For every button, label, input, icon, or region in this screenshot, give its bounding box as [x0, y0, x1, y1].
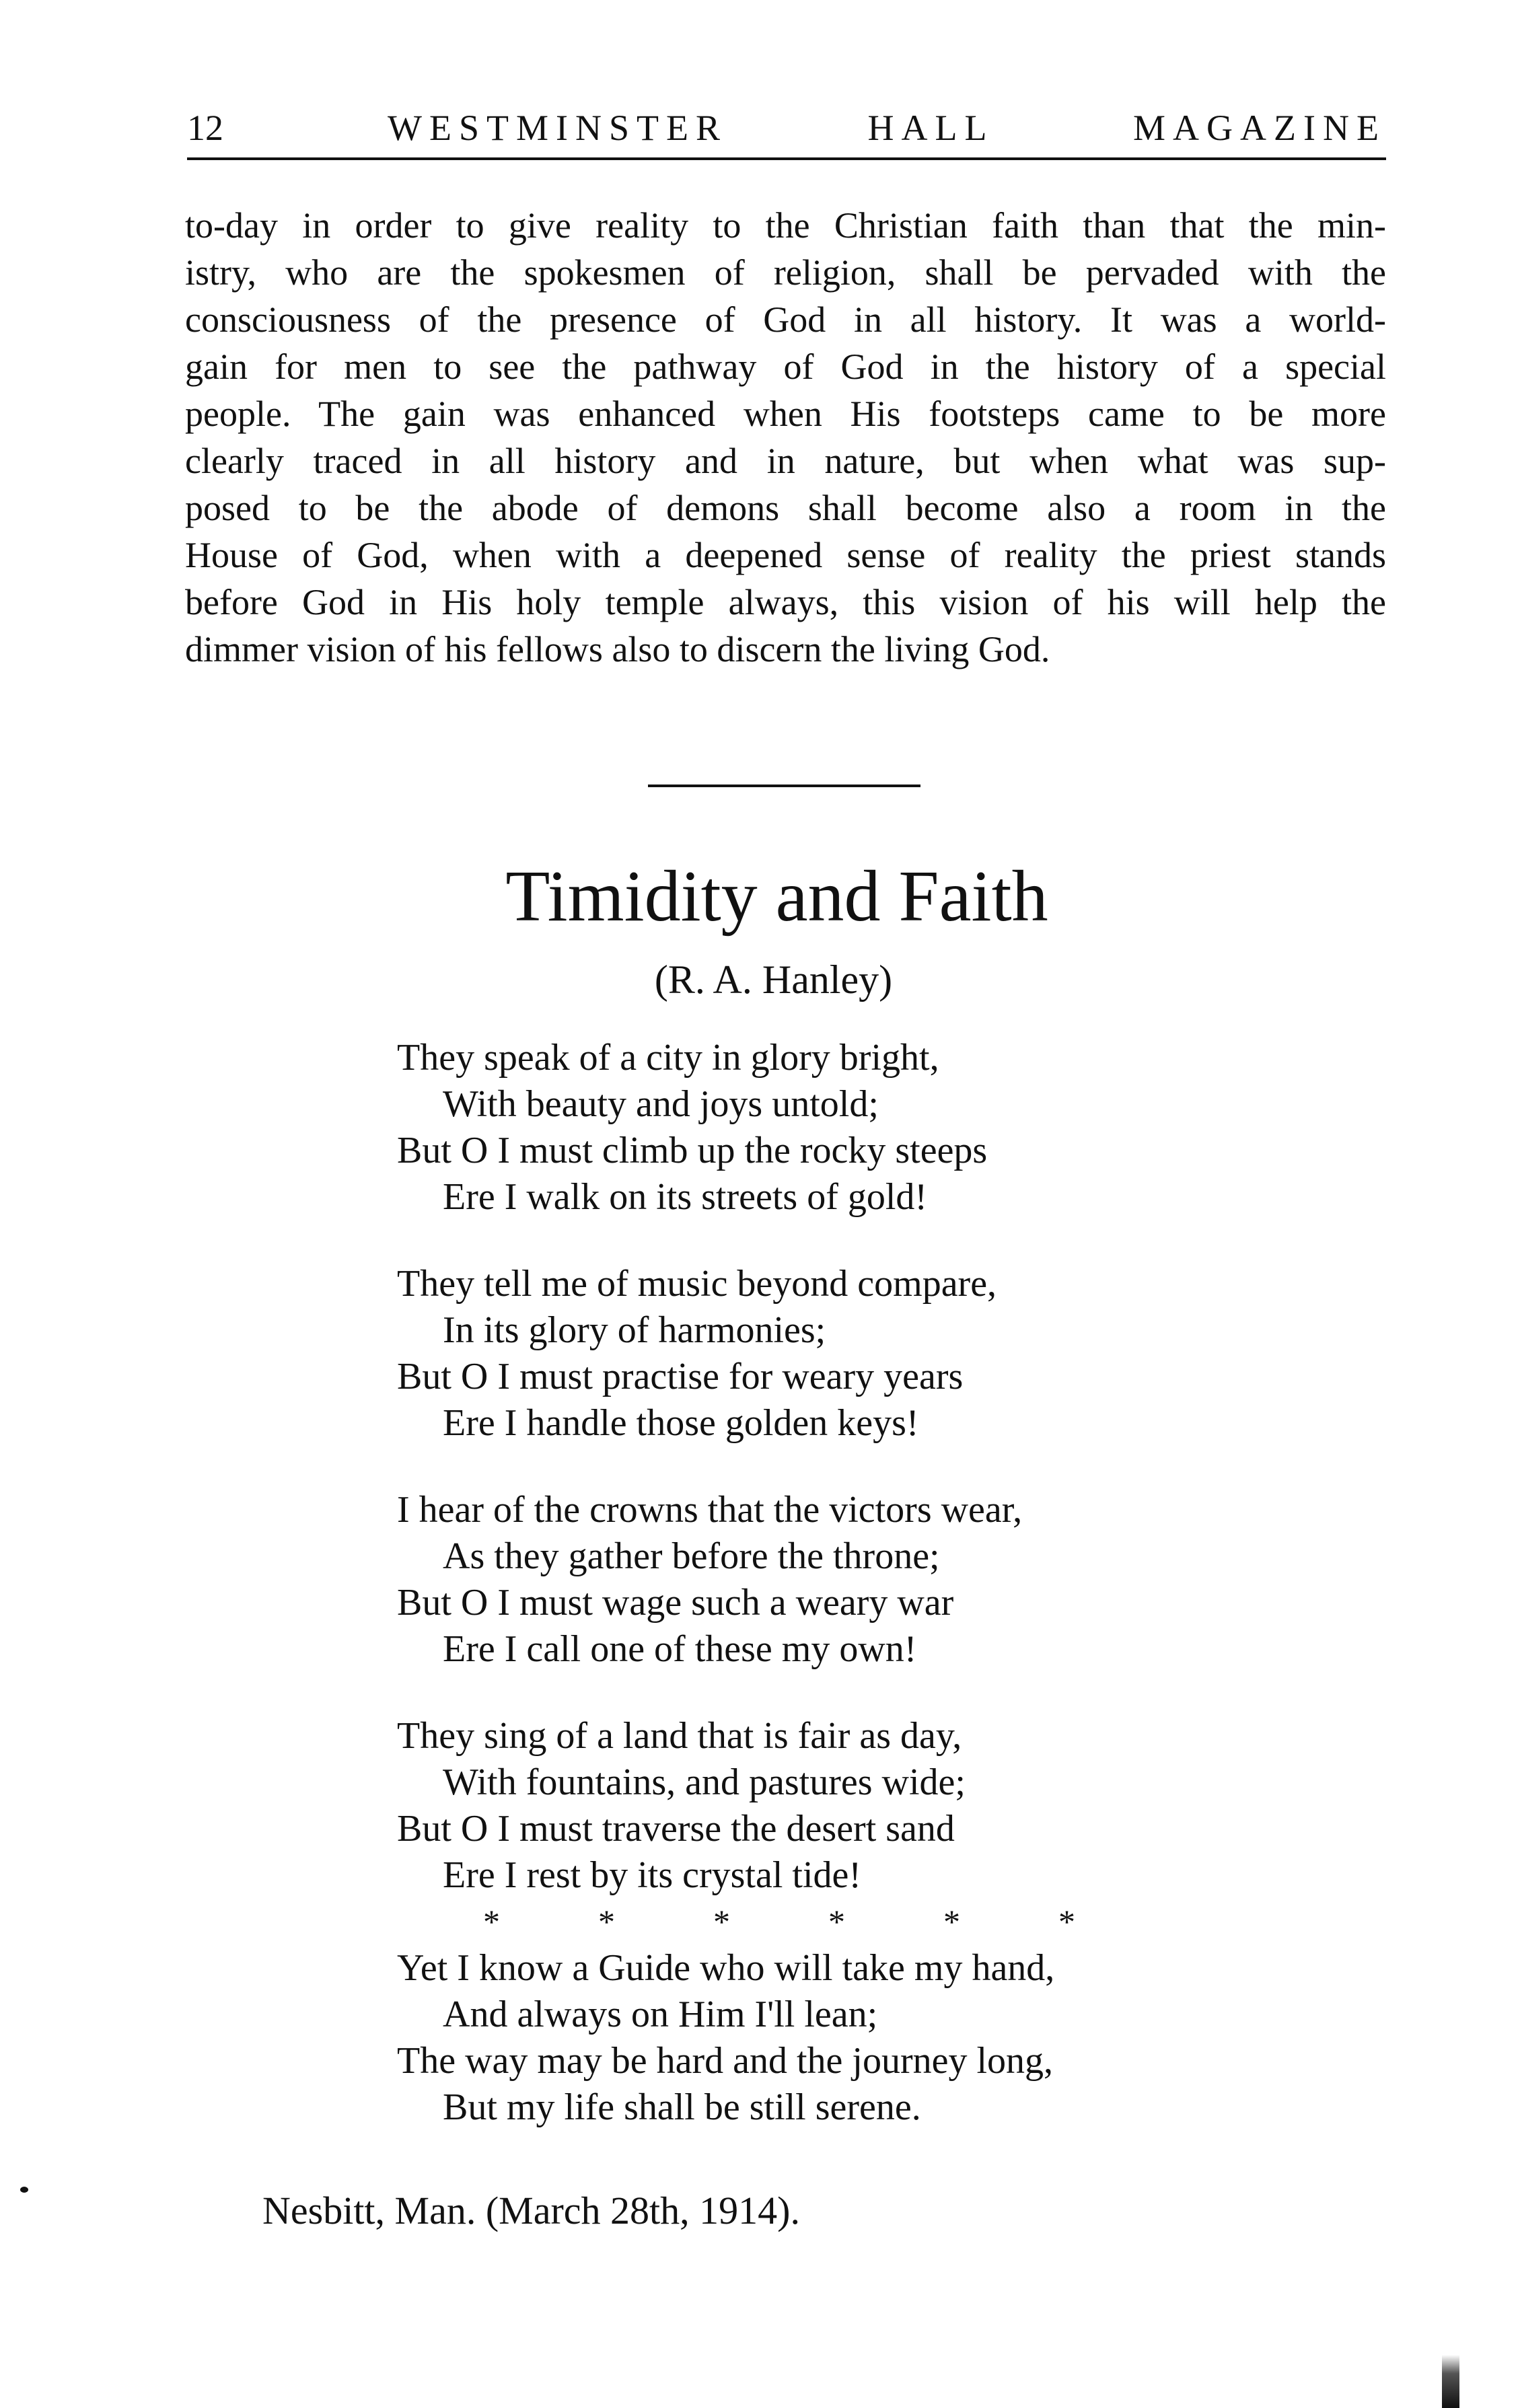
- poem-stanza: [397, 1713, 1204, 1899]
- article-continuation: [185, 202, 1386, 673]
- poem-line: And always on Him I'll lean;: [443, 1994, 878, 2035]
- poem-line: Ere I handle those golden keys!: [443, 1402, 919, 1444]
- asterisk: *: [713, 1903, 730, 1940]
- running-title: WESTMINSTER HALL MAGAZINE: [388, 108, 1386, 148]
- ink-speck: [20, 2187, 28, 2193]
- asterisk: *: [598, 1903, 615, 1940]
- poem-line: Ere I walk on its streets of gold!: [443, 1176, 928, 1218]
- poem-line: I hear of the crowns that the victors wear,: [397, 1489, 1023, 1531]
- article-line: to-day in order to give reality to the Christian faith than that the min-: [185, 205, 1386, 246]
- poem-line: With beauty and joys untold;: [443, 1083, 879, 1125]
- poem-line: The way may be hard and the journey long,: [397, 2040, 1054, 2082]
- poem-author: (R. A. Hanley): [654, 957, 893, 1002]
- asterisk-separator: [483, 1899, 1075, 1945]
- asterisk: *: [483, 1903, 500, 1940]
- poem-stanza: [397, 1487, 1204, 1673]
- poem-line: As they gather before the throne;: [443, 1535, 940, 1577]
- article-line: dimmer vision of his fellows also to discern the living God.: [185, 629, 1050, 669]
- poem-line: In its glory of harmonies;: [443, 1309, 826, 1351]
- asterisk: *: [943, 1903, 960, 1940]
- poem-line: Ere I call one of these my own!: [443, 1628, 917, 1670]
- article-line: clearly traced in all history and in nature, but when what was sup-: [185, 441, 1386, 481]
- article-line: istry, who are the spokesmen of religion, shall be pervaded with the: [185, 252, 1386, 293]
- poem-line: Ere I rest by its crystal tide!: [443, 1854, 862, 1896]
- page-number: 12: [187, 108, 223, 148]
- asterisk: *: [1058, 1903, 1075, 1940]
- poem-signature: Nesbitt, Man. (March 28th, 1914).: [262, 2189, 800, 2232]
- poem-line: But my life shall be still serene.: [443, 2086, 921, 2128]
- poem-line: They sing of a land that is fair as day,: [397, 1715, 962, 1757]
- article-line: gain for men to see the pathway of God in the history of a special: [185, 346, 1386, 387]
- poem-title: Timidity and Faith: [505, 856, 1048, 937]
- article-line: before God in His holy temple always, this vision of his will help the: [185, 582, 1386, 622]
- asterisk: *: [828, 1903, 845, 1940]
- poem-line: They speak of a city in glory bright,: [397, 1037, 939, 1079]
- scan-edge-mark: [1442, 2355, 1459, 2408]
- poem-body: [397, 1035, 1204, 2131]
- poem-line: Yet I know a Guide who will take my hand,: [397, 1947, 1055, 1989]
- article-line: consciousness of the presence of God in all history. It was a world-: [185, 299, 1386, 340]
- page-header: [187, 101, 1386, 161]
- poem-stanza: [397, 1945, 1204, 2131]
- poem-stanza: [397, 1035, 1204, 1220]
- poem-line: But O I must wage such a weary war: [397, 1582, 954, 1623]
- article-line: House of God, when with a deepened sense of reality the priest stands: [185, 535, 1386, 575]
- poem-line: They tell me of music beyond compare,: [397, 1263, 997, 1305]
- section-divider: [648, 785, 920, 787]
- poem-line: But O I must practise for weary years: [397, 1356, 964, 1397]
- article-line: posed to be the abode of demons shall become also a room in the: [185, 488, 1386, 528]
- poem-stanza: [397, 1261, 1204, 1447]
- poem-line: But O I must traverse the desert sand: [397, 1808, 955, 1850]
- header-rule: [187, 157, 1386, 160]
- poem-line: With fountains, and pastures wide;: [443, 1761, 966, 1803]
- article-line: people. The gain was enhanced when His footsteps came to be more: [185, 394, 1386, 434]
- poem-line: But O I must climb up the rocky steeps: [397, 1130, 988, 1171]
